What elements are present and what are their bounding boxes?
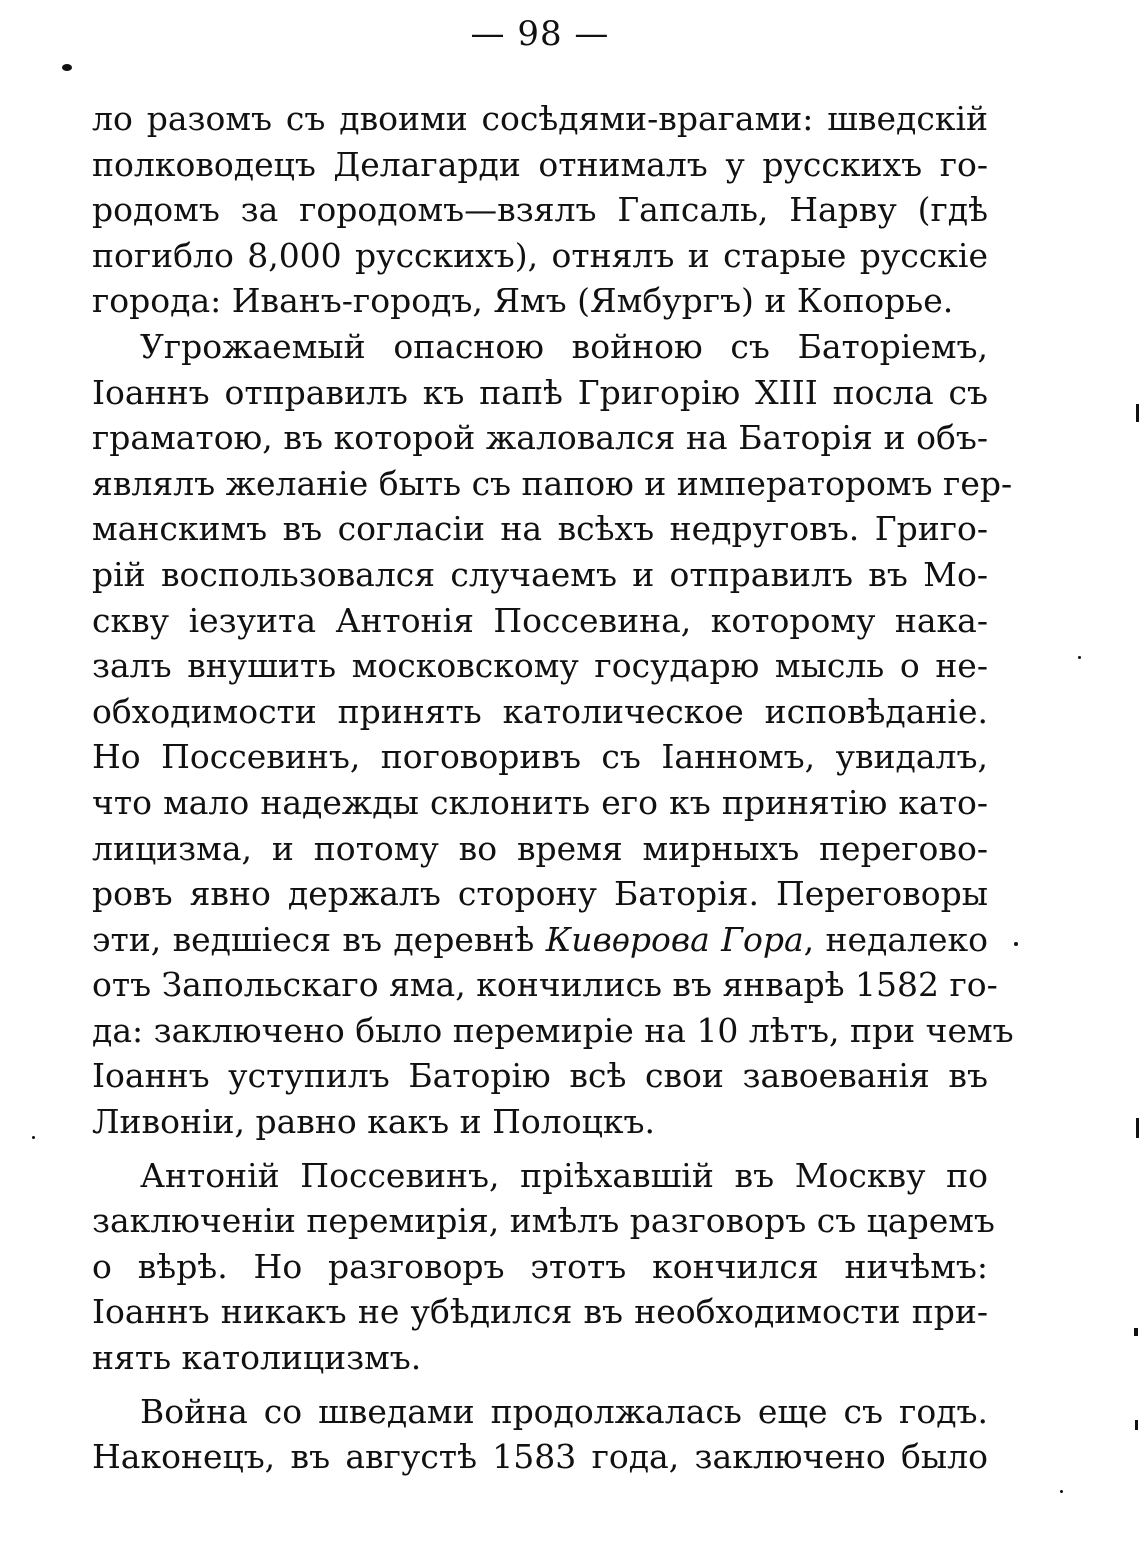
text-line: ровъ явно держалъ сторону Баторія. Переговоры — [92, 874, 988, 914]
place-name-italic: Кивѳрова Гора — [545, 919, 804, 959]
paragraph-4 — [92, 1389, 988, 1480]
text-segment: эти, ведшіеся въ деревнѣ — [92, 919, 535, 959]
text-line: Антоній Поссевинъ, пріѣхавшій въ Москву по — [140, 1155, 988, 1195]
text-line: скву іезуита Антонія Поссевина, которому нака- — [92, 600, 988, 640]
text-line — [92, 917, 988, 963]
text-line: залъ внушить московскому государю мысль о не- — [92, 646, 988, 686]
text-line: о вѣрѣ. Но разговоръ этотъ кончился ничѣмъ: — [92, 1246, 988, 1286]
text-line: нять католицизмъ. — [92, 1338, 422, 1378]
text-line: Іоаннъ уступилъ Баторію всѣ свои завоеванія въ — [92, 1056, 988, 1096]
text-line: отъ Запольскаго яма, кончились въ январѣ 1582 го- — [92, 965, 998, 1005]
text-line: заключеніи перемирія, имѣлъ разговоръ съ царемъ — [92, 1201, 995, 1241]
scan-speck — [1135, 1420, 1138, 1430]
text-line: манскимъ въ согласіи на всѣхъ недруговъ. Григо- — [92, 509, 988, 549]
text-line: родомъ за городомъ—взялъ Гапсаль, Нарву (гдѣ — [92, 190, 988, 230]
text-line: погибло 8,000 русскихъ), отнялъ и старые русскіе — [92, 235, 988, 275]
text-line: обходимости принять католическое исповѣданіе. — [92, 691, 988, 731]
scan-speck — [1134, 1328, 1138, 1336]
scan-speck — [1136, 404, 1139, 422]
text-line: Угрожаемый опасною войною съ Баторіемъ, — [140, 326, 988, 366]
text-line: Іоаннъ никакъ не убѣдился въ необходимости при- — [92, 1292, 988, 1332]
text-line: города: Иванъ-городъ, Ямъ (Ямбургъ) и Копорье. — [92, 281, 954, 321]
text-line: что мало надежды склонить его къ принятію като- — [92, 782, 988, 822]
text-line: Іоаннъ отправилъ къ папѣ Григорію XIII посла съ — [92, 372, 989, 412]
text-line: лицизма, и потому во время мирныхъ перегово- — [92, 828, 988, 868]
scan-speck — [62, 64, 72, 71]
text-line: Война со шведами продолжалась еще съ годъ. — [140, 1391, 988, 1431]
text-line: граматою, въ которой жаловался на Баторія и объ- — [92, 418, 988, 458]
text-line: Но Поссевинъ, поговоривъ съ Іанномъ, увидалъ, — [92, 737, 988, 777]
scan-speck — [1014, 942, 1018, 946]
page-number: — 98 — — [470, 14, 610, 54]
page-body — [92, 96, 1014, 1480]
text-line: являлъ желаніе быть съ папою и императоромъ гер- — [92, 463, 1013, 503]
text-line: полководецъ Делагарди отнималъ у русскихъ го- — [92, 144, 988, 184]
paragraph-2 — [92, 324, 1014, 1145]
scan-speck — [32, 1136, 35, 1139]
text-line: рій воспользовался случаемъ и отправилъ въ Мо- — [92, 554, 988, 594]
text-line: Наконецъ, въ августѣ 1583 года, заключено было — [92, 1437, 988, 1477]
text-segment: , недалеко — [803, 919, 989, 959]
text-line: да: заключено было перемиріе на 10 лѣтъ, при чемъ — [92, 1010, 1014, 1050]
scan-speck — [1136, 1118, 1139, 1138]
scan-speck — [1060, 1490, 1063, 1493]
paragraph-3 — [92, 1153, 995, 1381]
text-line: Ливоніи, равно какъ и Полоцкъ. — [92, 1102, 655, 1142]
scan-speck — [1078, 656, 1081, 659]
text-line: ло разомъ съ двоими сосѣдями-врагами: шведскій — [92, 99, 988, 138]
paragraph-1 — [92, 96, 988, 324]
